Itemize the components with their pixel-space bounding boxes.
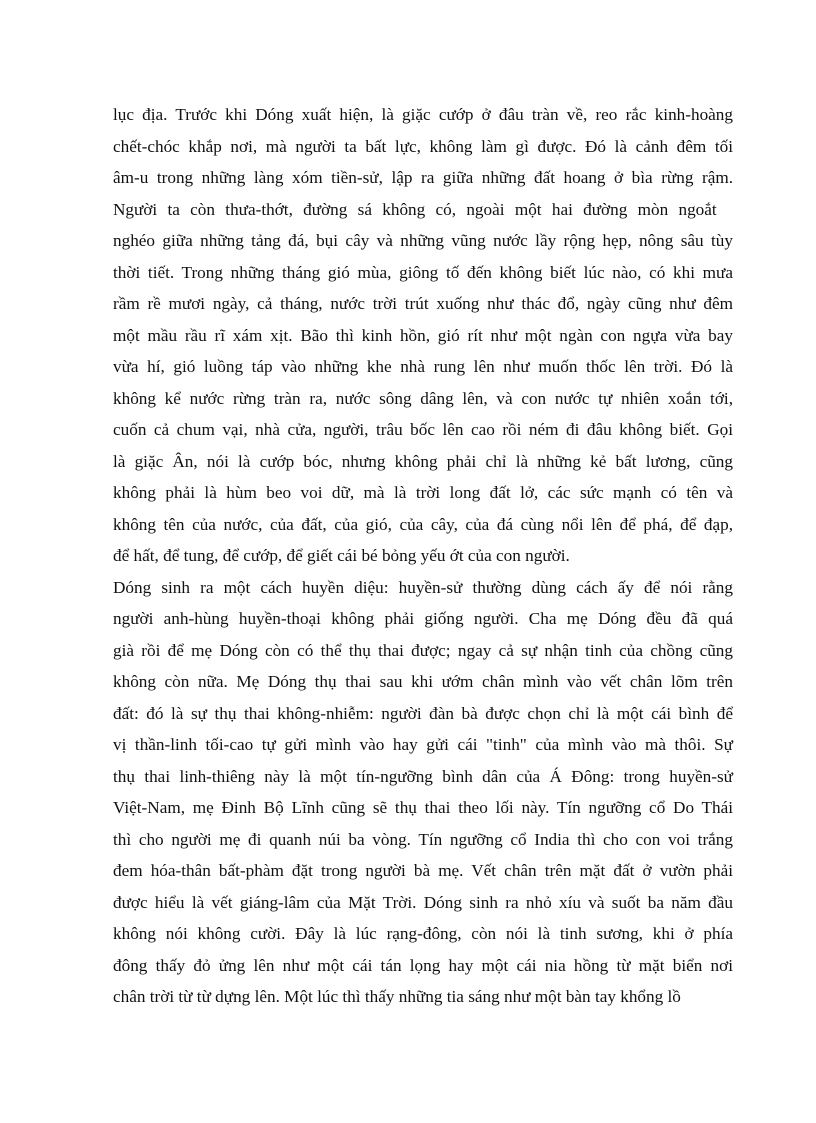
text-line: vừa hí, gió luồng táp vào những khe nhà rung lên như muốn thốc lên trời. Đó là bbox=[113, 357, 733, 376]
text-line: Việt-Nam, mẹ Đinh Bộ Lĩnh cũng sẽ thụ thai theo lối này. Tín ngưỡng cổ Do Thái bbox=[113, 798, 733, 817]
text-line: không tên của nước, của đất, của gió, của cây, của đá cùng nổi lên để phá, để đạp, bbox=[113, 514, 733, 534]
text-line: đất: đó là sự thụ thai không-nhiễm: người đàn bà được chọn chỉ là một cái bình để bbox=[113, 703, 733, 723]
text-line: vị thần-linh tối-cao tự gửi mình vào hay gửi cái "tinh" của mình vào mà thôi. Sự bbox=[113, 735, 733, 754]
text-line: được hiểu là vết giáng-lâm của Mặt Trời. Dóng sinh ra nhỏ xíu và suốt ba năm đầu bbox=[113, 892, 733, 912]
text-line: thì cho người mẹ đi quanh núi ba vòng. Tín ngưỡng cổ India thì cho con voi trắng bbox=[113, 829, 733, 849]
text-line: là giặc Ân, nói là cướp bóc, nhưng không phải chỉ là những kẻ bất lương, cũng bbox=[113, 451, 733, 471]
text-line: nghéo giữa những tảng đá, bụi cây và những vũng nước lầy rộng hẹp, nông sâu tùy bbox=[113, 231, 733, 250]
text-line: âm-u trong những làng xóm tiền-sử, lập ra giữa những đất hoang ở bìa rừng rậm. bbox=[113, 168, 733, 187]
text-line: lục địa. Trước khi Dóng xuất hiện, là giặc cướp ở đâu tràn về, reo rắc kinh-hoàng bbox=[113, 105, 733, 124]
body-text bbox=[113, 99, 733, 1013]
text-line: đem hóa-thân bất-phàm đặt trong người bà mẹ. Vết chân trên mặt đất ở vườn phải bbox=[113, 861, 733, 880]
text-line: chết-chóc khắp nơi, mà người ta bất lực, không làm gì được. Đó là cảnh đêm tối bbox=[113, 136, 733, 156]
text-line: Dóng sinh ra một cách huyền diệu: huyền-sử thường dùng cách ấy để nói rằng bbox=[113, 577, 733, 597]
text-line: chân trời từ từ dựng lên. Một lúc thì thấy những tia sáng như một bàn tay khổng lồ bbox=[113, 987, 681, 1006]
text-line: cuốn cả chum vại, nhà cửa, người, trâu bốc lên cao rồi ném đi đâu không biết. Gọi bbox=[113, 420, 733, 439]
text-line: già rồi để mẹ Dóng còn có thể thụ thai được; ngay cả sự nhận tinh của chồng cũng bbox=[113, 640, 733, 660]
text-line: thụ thai linh-thiêng này là một tín-ngưỡng bình dân của Á Đông: trong huyền-sử bbox=[113, 766, 733, 786]
text-line: không còn nữa. Mẹ Dóng thụ thai sau khi ướm chân mình vào vết chân lõm trên bbox=[113, 672, 733, 691]
text-line: một mầu rầu rĩ xám xịt. Bão thì kinh hồn, gió rít như một ngàn con ngựa vừa bay bbox=[113, 325, 733, 345]
text-line: không kể nước rừng tràn ra, nước sông dâng lên, và con nước tự nhiên xoắn tới, bbox=[113, 388, 733, 408]
text-line: rầm rề mươi ngày, cả tháng, nước trời trút xuống như thác đổ, ngày cũng như đêm bbox=[113, 294, 733, 313]
text-line: để hất, để tung, để cướp, để giết cái bé bỏng yếu ớt của con người. bbox=[113, 546, 570, 565]
text-line: không phải là hùm beo voi dữ, mà là trời long đất lở, các sức mạnh có tên và bbox=[113, 483, 733, 502]
text-line: người anh-hùng huyền-thoại không phải giống người. Cha mẹ Dóng đều đã quá bbox=[113, 609, 733, 628]
text-line: Người ta còn thưa-thớt, đường sá không có, ngoài một hai đường mòn ngoắt bbox=[113, 199, 717, 219]
text-line: thời tiết. Trong những tháng gió mùa, giông tố đến không biết lúc nào, có khi mưa bbox=[113, 262, 733, 282]
text-line: không nói không cười. Đây là lúc rạng-đông, còn nói là tinh sương, khi ở phía bbox=[113, 924, 733, 943]
text-line: đông thấy đỏ ửng lên như một cái tán lọng hay một cái nia hồng từ mặt biển nơi bbox=[113, 955, 733, 975]
